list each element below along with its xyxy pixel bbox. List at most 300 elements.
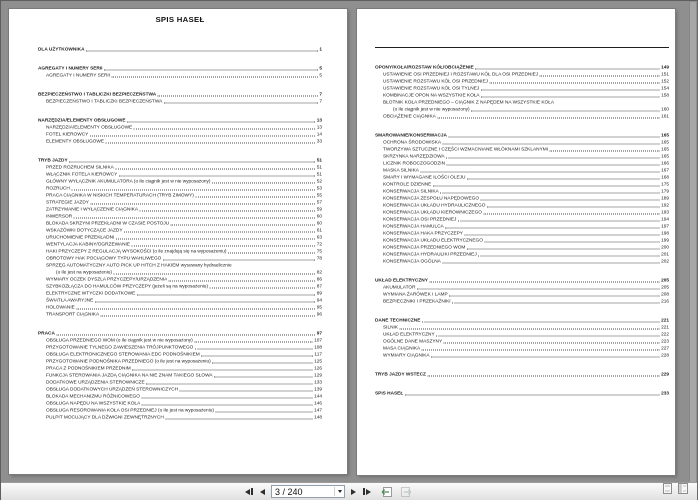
toc-entry-label: SPRZĘG AUTOMATYCZNY AUTO PICK UP HITCH Z HAKIEM wysuwany hydraulicznie [46,262,232,268]
toc-entry-row [38,192,322,199]
dotted-leader [169,281,315,282]
toc-entry-label: ROZRUCH [46,185,70,191]
toc-entry-page: 175 [661,181,669,187]
toc-entry-page: 108 [314,344,322,350]
toc-entry-page: 33 [316,138,322,144]
toc-section [375,390,669,397]
toc-entry-page: 5 [319,72,322,78]
dotted-leader [132,246,316,247]
toc-entry-label: KONSERWACJA HAKA PRZYCZEPY [383,230,463,236]
dotted-leader [112,77,318,78]
toc-entry-row [38,124,322,131]
dotted-leader [201,356,313,357]
toc-entry-page: 199 [661,237,669,243]
dotted-leader [71,190,315,191]
dotted-leader [449,296,659,297]
single-page-layout-icon [663,483,672,494]
toc-entry-row [38,337,322,344]
toc-entry-label: TRYB JAZDY [38,157,68,163]
toc-entry-row [375,209,669,216]
toc-entry-label: ŚWIATŁA AWARYJNE [46,297,94,303]
toc-entry-page: 95 [316,304,322,310]
dotted-leader [134,129,315,130]
toc-entry-page: 51 [316,164,322,170]
last-page-button[interactable] [362,485,372,498]
next-page-button[interactable] [350,485,357,498]
toc-entry-label: OBROTOWY HAK POCIĄGOWY TYPU WAHLIWEGO [46,255,162,261]
toc-left-column [38,46,322,421]
toc-entry-page: 166 [661,160,669,166]
dotted-leader [113,274,315,275]
toc-entry-page: 233 [661,390,669,396]
toc-entry-page: 189 [661,195,669,201]
dotted-leader [212,183,315,184]
toc-entry-page: 144 [314,393,322,399]
page-navigation-group [244,485,414,498]
toc-entry-label: ELEMENTY OBSŁUGOWE [46,138,104,144]
toc-entry-label: SKRZYNKA NARZĘDZIOWA [383,153,445,159]
dotted-leader [95,302,315,303]
toc-entry-page: 221 [661,317,669,323]
dotted-leader [550,151,660,152]
toc-entry-label: MASA CIĄGNIKA [383,345,421,351]
toc-entry-label: WŁĄCZNIK FOTELA KIEROWCY [46,171,118,177]
toc-entry-row [38,379,322,386]
toc-section-row [38,330,322,337]
dotted-leader [86,51,318,52]
dotted-leader [484,242,659,243]
toc-entry-page: 194 [661,216,669,222]
toc-entry-label: UKŁAD ELEKTRYCZNY [383,331,435,337]
toc-section-row [38,91,322,98]
toc-entry-page: 148 [314,414,322,420]
toc-entry-row [375,258,669,265]
dotted-leader [195,197,315,198]
toc-entry-page: 126 [314,365,322,371]
toc-entry-page: 198 [661,230,669,236]
dotted-leader [146,384,312,385]
toc-entry-row [38,199,322,206]
dotted-leader [448,137,659,138]
dotted-leader [417,289,660,290]
dotted-leader [76,309,315,310]
toc-entry-row [375,181,669,188]
toc-entry-page: 152 [661,78,669,84]
toc-entry-label: FOTEL KIEROWCY [46,131,89,137]
toc-section-row [375,317,669,324]
dotted-leader [446,158,659,159]
toc-entry-page: 7 [319,98,322,104]
page-dropdown-button[interactable] [335,490,344,493]
dotted-leader [69,162,315,163]
toc-entry-row [38,185,322,192]
toc-entry-label: BEZPIECZNIKI I PRZEKAŹNIKI [383,298,451,304]
toc-entry-row [375,345,669,352]
toc-entry-label: BEZPIECZEŃSTWO I TABLICZKI BEZPIECZEŃSTWA [38,91,157,97]
dotted-leader [137,295,315,296]
dotted-leader [458,221,660,222]
dotted-leader [74,218,316,219]
toc-entry-row [375,106,669,113]
dotted-leader [467,249,660,250]
toc-entry-label: DODATKOWE URZĄDZENIA STEROWNICZE [46,379,145,385]
toc-entry-row [375,160,669,167]
page-number-value: 3 / 240 [275,486,303,497]
next-view-button[interactable] [400,485,414,498]
toc-entry-label: WYMIARY OCZEK DYSZLA PRZYCZEPY/URZĄDZENIA [46,276,168,282]
dotted-leader [427,376,659,377]
toc-entry-label: KONTROLE DZIENNE [383,181,432,187]
toc-entry-label: SMARY I WYMAGANE ILOŚCI OLEJU [383,174,466,180]
toc-entry-row [375,85,669,92]
last-page-icon [366,489,371,495]
toc-entry-label: UKŁAD ELEKTRYCZNY [375,277,428,283]
facing-pages-layout-icon [678,483,688,494]
toc-entry-label: NARZĘDZIA/ELEMENTY OBSŁUGOWE [38,117,126,123]
toc-entry-page: 205 [661,277,669,283]
toc-entry-label: FUNKCJA STEROWANIA JAZDĄ CIĄGNIKA NA NIE ZNAM TAKIEGO SŁOWA [46,372,213,378]
toc-entry-label: TRYB JAZDY WSTECZ [375,371,426,377]
toc-entry-row [38,171,322,178]
toc-section-row [375,132,669,139]
toc-section-row [38,46,322,53]
dotted-leader [90,204,315,205]
toc-entry-page: 51 [316,157,322,163]
toc-entry-page: 52 [316,178,322,184]
document-page-left [9,9,347,474]
toc-entry-page: 201 [661,251,669,257]
toc-section [375,64,669,120]
toc-entry-label: OBSŁUGA RESOROWANIA KOŁA OSI PRZEDNIEJ (o ile jest na wyposażeniu) [46,407,214,413]
dotted-leader [116,239,315,240]
toc-entry-page: 165 [661,139,669,145]
dotted-leader [436,336,659,337]
toc-entry-row [38,407,322,414]
toc-section [38,330,322,421]
dotted-leader [437,118,659,119]
toc-entry-page: 228 [661,352,669,358]
toc-entry-row [38,72,322,79]
toc-entry-label: PULPIT MOCUJĄCY DLA DŹWIGNI ZEWNĘTRZNYCH [46,414,164,420]
dotted-leader [464,235,659,236]
toc-entry-label: AGREGATY I NUMERY SERII [46,72,111,78]
previous-view-icon [379,486,393,498]
dotted-leader [214,377,313,378]
dotted-leader [180,391,313,392]
toc-entry-row [38,358,322,365]
toc-entry-row [38,304,322,311]
toc-entry-label: OBSŁUGA DODATKOWYCH URZĄDZEŃ STEROWNICZYCH [46,386,179,392]
page-title: SPIS HASEŁ [155,15,205,24]
toc-entry-row [375,230,669,237]
toc-entry-label: KONSERWACJA ZESPOŁU NAPĘDOWEGO [383,195,480,201]
toc-entry-row [38,234,322,241]
dotted-leader [171,225,316,226]
dotted-leader [158,96,318,97]
toc-entry-row [375,167,669,174]
toc-entry-label: BEZPIECZEŃSTWO I TABLICZKI BEZPIECZEŃSTWA [46,98,163,104]
toc-entry-row [38,276,322,283]
toc-entry-label: (o ile jest na wyposażeniu) [56,269,112,275]
toc-entry-page: 89 [316,290,322,296]
toc-entry-label: SZYBKOZŁĄCZA DO HAMULCÓW PRZYCZEPY (jeżeli są na wyposażeniu) [46,283,208,289]
dotted-leader [475,69,659,70]
toc-entry-label: GŁÓWNY WYŁĄCZNIK AKUMULATORA (o ile ciągnik jest w nie wyposażony) [46,178,211,184]
dotted-leader [471,111,660,112]
toc-entry-page: 13 [316,124,322,130]
toc-entry-page: 229 [661,371,669,377]
navigation-toolbar [1,482,697,500]
toc-entry-label: BLOKADA MECHANIZMU RÓŻNICOWEGO [46,393,140,399]
dotted-leader [490,83,660,84]
dotted-leader [209,288,315,289]
toc-right-column [375,64,669,397]
toc-entry-row [375,352,669,359]
toc-section [375,132,669,265]
toc-entry-label: SMAROWANIE/KONSERWACJA [375,132,447,138]
toc-entry-label: STRATEGIE JAZDY [46,199,89,205]
toc-entry-row [375,139,669,146]
dotted-leader [228,253,315,254]
toc-entry-page: 1 [319,46,322,52]
toc-entry-row [38,269,322,276]
toc-entry-page: 202 [661,258,669,264]
toc-section [38,65,322,79]
toc-section [375,317,669,359]
dotted-leader [165,419,312,420]
dotted-leader [445,228,659,229]
toc-entry-page: 96 [316,311,322,317]
toc-entry-page: 63 [316,234,322,240]
toc-entry-page: 223 [661,338,669,344]
toc-entry-row [375,146,669,153]
toc-entry-page: 94 [316,297,322,303]
toc-entry-row [38,248,322,255]
dotted-leader [481,200,660,201]
toc-entry-row [375,338,669,345]
toc-entry-row [38,393,322,400]
dotted-leader [420,172,659,173]
dotted-leader [440,193,659,194]
toc-entry-label: SILNIK [383,324,399,330]
toc-entry-label: KONSERWACJA UKŁADU ELEKTRYCZNEGO [383,237,483,243]
toc-entry-page: 165 [661,146,669,152]
toc-entry-page: 55 [316,192,322,198]
dotted-leader [124,232,315,233]
toc-entry-label: USTAWIENIE ROZSTAWU KÓŁ OSI PRZEDNIEJ [383,78,489,84]
toc-entry-label: INWERSOR [46,213,73,219]
toc-entry-page: 216 [661,298,669,304]
dotted-leader [194,342,312,343]
dotted-leader [452,303,660,304]
toc-entry-label: OBCIĄŻENIE CIĄGNIKA [383,113,436,119]
first-page-icon [245,489,250,495]
toc-entry-page: 227 [661,345,669,351]
toc-entry-row [38,311,322,318]
toc-entry-page: 5 [319,65,322,71]
toc-entry-row [38,178,322,185]
toc-entry-label: HOLOWANIE [46,304,75,310]
toc-entry-row [375,331,669,338]
toc-entry-row [38,372,322,379]
toc-entry-label: ELEKTRYCZNE WTYCZKI DODATKOWE [46,290,136,296]
toc-entry-row [375,195,669,202]
toc-entry-row [38,227,322,234]
toc-section-row [38,157,322,164]
toc-entry-row [375,244,669,251]
toc-entry-label: BŁOTNIK KOŁA PRZEDNIEGO – CIĄGNIK Z NAPĘDEM NA WSZYSTKIE KOŁA [383,99,555,105]
dotted-leader [164,103,318,104]
toc-entry-label: PRZYGOTOWANIE TYLNEGO ZAWIESZENIA TRÓJPUNKTOWEGO [46,344,194,350]
previous-page-icon [260,489,265,495]
toc-section [38,157,322,318]
toc-entry-page: 82 [316,269,322,275]
toc-entry-page: 60 [316,220,322,226]
toc-entry-row [375,99,669,106]
dotted-leader [443,144,660,145]
toc-entry-row [38,297,322,304]
toc-entry-label: LICZNIK ROBOCZOGODZIN [383,160,446,166]
toc-entry-row [375,174,669,181]
toc-entry-label: OCHRONA ŚRODOWISKA [383,139,442,145]
previous-page-button[interactable] [259,485,266,498]
toc-entry-page: 7 [319,91,322,97]
toc-entry-row [375,291,669,298]
toc-entry-row [38,365,322,372]
toc-entry-row [38,164,322,171]
toc-entry-page: 165 [661,153,669,159]
toc-section [38,117,322,145]
next-view-icon [400,486,414,498]
toc-entry-page: 158 [661,92,669,98]
toc-entry-label: PRZED ROZRUCHEM SILNIKA [46,164,114,170]
dotted-leader [442,263,659,264]
dotted-leader [90,136,315,137]
toc-entry-page: 161 [661,113,669,119]
toc-entry-row [375,113,669,120]
toc-entry-label: WSKAZÓWKI DOTYCZĄCE JAZDY [46,227,123,233]
toc-entry-page: 86 [316,276,322,282]
toc-entry-row [38,220,322,227]
dotted-leader [467,179,660,180]
next-page-icon [351,489,356,495]
toc-entry-row [375,324,669,331]
dotted-leader [540,76,660,77]
toc-entry-label: OBSŁUGA NAPĘDU NA WSZYSTKIE KOŁA [46,400,141,406]
dotted-leader [141,398,312,399]
dotted-leader [142,405,313,406]
toc-entry-page: 197 [661,223,669,229]
toc-entry-page: 75 [316,248,322,254]
toc-entry-page: 192 [661,202,669,208]
toc-entry-page: 221 [661,324,669,330]
toc-entry-row [38,255,322,262]
toc-entry-row [38,98,322,105]
toc-entry-row [375,71,669,78]
toc-entry-label: (o ile ciągnik jest w nie wyposażony) [393,106,470,112]
toc-entry-page: 53 [316,185,322,191]
toc-entry-row [38,290,322,297]
toc-entry-label: KONSERWACJA UKŁADU KIEROWNICZEGO [383,209,482,215]
page-number-input[interactable] [271,485,345,498]
toc-entry-row [38,131,322,138]
toc-entry-label: URUCHOMIENIE PRZEKŁADNI [46,234,115,240]
dotted-leader [422,350,660,351]
toc-entry-label: TWORZYWA SZTUCZNE I CZĘŚCI WZMACNIANE WŁÓKNAMI SZKLANYMI [383,146,549,152]
toc-entry-page: 60 [316,213,322,219]
toc-section-row [38,65,322,72]
toc-entry-page: 146 [314,400,322,406]
toc-entry-label: USTAWIENIE ROZSTAWU KÓŁ OSI TYLNEJ [383,85,480,91]
chevron-down-icon [338,490,342,493]
toc-entry-label: BLOKADA SKRZYNI PRZEKŁADNI W CZASIE POSTOJU [46,220,170,226]
toc-entry-label: PRACA Z PODNOŚNIKIEM PRZEDNIM [46,365,131,371]
toc-entry-row [38,414,322,421]
toc-section-row [38,117,322,124]
toc-entry-label: PRACA CIĄGNIKA W NISKICH TEMPERATURACH (TRYB ZIMOWY) [46,192,194,198]
toc-entry-row [38,386,322,393]
vertical-scrollbar[interactable] [689,2,696,483]
dotted-leader [429,282,659,283]
toc-entry-page: 117 [314,351,322,357]
toc-section-row [375,371,669,378]
toc-entry-page: 200 [661,244,669,250]
header-rule [375,47,669,48]
toc-entry-page: 14 [316,131,322,137]
toc-entry-row [38,400,322,407]
toc-entry-row [375,92,669,99]
dotted-leader [400,329,660,330]
toc-entry-row [38,206,322,213]
dotted-leader [127,122,315,123]
dotted-leader [212,363,312,364]
toc-entry-label: OGÓLNE DANE MASZYNY [383,338,443,344]
toc-entry-label: DLA UŻYTKOWNIKA [38,46,85,52]
toc-entry-page: 147 [314,407,322,413]
toc-section-row [375,390,669,397]
dotted-leader [195,349,313,350]
dotted-leader [215,412,312,413]
single-page-layout-button[interactable] [663,482,672,497]
dotted-leader [101,316,316,317]
dotted-leader [105,143,315,144]
dotted-leader [115,169,315,170]
first-page-button[interactable] [244,485,254,498]
toc-entry-page: 133 [314,379,322,385]
toc-entry-page: 107 [314,337,322,343]
toc-entry-page: 165 [661,132,669,138]
toc-entry-page: 167 [661,167,669,173]
previous-view-button[interactable] [379,485,393,498]
dotted-leader [483,214,659,215]
toc-entry-label: HAKI PRZYCZEPY Z REGULACJĄ WYSOKOŚCI (o ile znajdują się na wyposażeniu) [46,248,227,254]
toc-section-row [375,64,669,71]
toc-entry-label: TRANSPORT CIĄGNIKA [46,311,100,317]
toc-entry-page: 149 [661,64,669,70]
toc-entry-page: 78 [316,255,322,261]
toc-entry-page: 51 [316,171,322,177]
dotted-leader [433,186,660,187]
facing-pages-layout-button[interactable] [678,482,688,497]
toc-entry-label: OPONY/KOŁA/ROZSTAW KÓŁ/OBCIĄŻENIE [375,64,474,70]
toc-entry-page: 193 [661,209,669,215]
toc-entry-row [38,344,322,351]
toc-entry-label: PRACA [38,330,55,336]
toc-entry-label: AKUMULATOR [383,284,416,290]
toc-entry-row [38,283,322,290]
toc-entry-page: 222 [661,331,669,337]
toc-entry-row [375,251,669,258]
